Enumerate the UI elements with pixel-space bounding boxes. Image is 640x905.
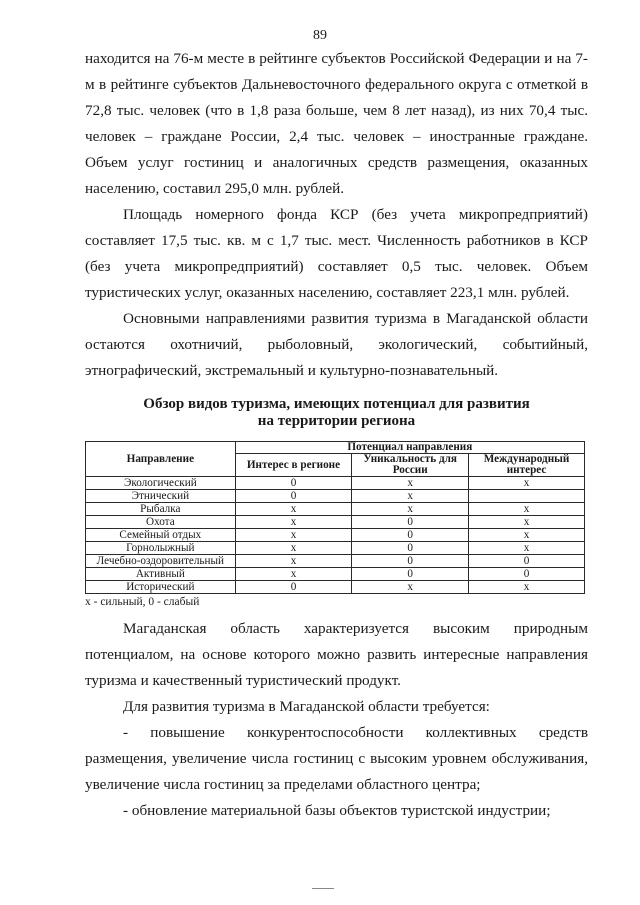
table-row	[86, 516, 585, 529]
row-international: x	[469, 581, 585, 594]
page-content	[85, 46, 588, 824]
table-caption-line-1: Обзор видов туризма, имеющих потенциал для развития	[143, 396, 530, 412]
table-row	[86, 477, 585, 490]
row-uniqueness: 0	[352, 542, 469, 555]
table-row	[86, 529, 585, 542]
row-uniqueness: 0	[352, 516, 469, 529]
row-international: 0	[469, 568, 585, 581]
table-row	[86, 581, 585, 594]
paragraph-requirement-hotels: - повышение конкурентоспособности коллективных средств размещения, увеличение числа гостиниц с высоким уровнем обслуживания, увеличение числа гостиниц за пределами областного центра;	[85, 724, 588, 793]
row-international: x	[469, 477, 585, 490]
row-international: x	[469, 529, 585, 542]
header-interest: Интерес в регионе	[235, 454, 352, 477]
paragraph-requirement-infrastructure: - обновление материальной базы объектов туристской индустрии;	[123, 802, 551, 819]
paragraph-room-fund: Площадь номерного фонда КСР (без учета микропредприятий) составляет 17,5 тыс. кв. м с 1,7 тыс. мест. Численность работников в КСР (без учета микропредприятий) составляет 0,5 тыс. человек. Объем туристических услуг, оказанных населению, составляет 223,1 млн. рублей.	[85, 206, 588, 301]
row-interest: 0	[235, 477, 352, 490]
footer-rule	[312, 888, 334, 889]
paragraph-hotel-rating: находится на 76-м месте в рейтинге субъектов Российской Федерации и на 7-м в рейтинге субъектов Дальневосточного федерального округа с отметкой в 72,8 тыс. человек (что в 1,8 раза больше, чем 8 лет назад), из них 70,4 тыс. человек – граждане России, 2,4 тыс. человек – иностранные граждане. Объем услуг гостиниц и аналогичных средств размещения, оказанных населению, составил 295,0 млн. рублей.	[85, 50, 588, 197]
row-interest: x	[235, 529, 352, 542]
header-uniqueness: Уникальность для России	[352, 454, 469, 477]
paragraph-main-directions: Основными направлениями развития туризма в Магаданской области остаются охотничий, рыболовный, экологический, событийный, этнографический, экстремальный и культурно-познавательный.	[85, 310, 588, 379]
row-direction: Активный	[86, 568, 236, 581]
row-international: x	[469, 542, 585, 555]
row-direction: Рыбалка	[86, 503, 236, 516]
row-international: x	[469, 516, 585, 529]
table-legend: x - сильный, 0 - слабый	[85, 596, 200, 608]
row-direction: Охота	[86, 516, 236, 529]
page-number: 89	[313, 28, 327, 43]
row-interest: 0	[235, 490, 352, 503]
row-interest: x	[235, 516, 352, 529]
table-row	[86, 555, 585, 568]
row-interest: x	[235, 542, 352, 555]
table-row	[86, 568, 585, 581]
row-uniqueness: 0	[352, 568, 469, 581]
row-international: 0	[469, 555, 585, 568]
row-uniqueness: 0	[352, 529, 469, 542]
table-row	[86, 490, 585, 503]
row-uniqueness: x	[352, 581, 469, 594]
table-caption	[85, 396, 588, 430]
row-direction: Исторический	[86, 581, 236, 594]
row-uniqueness: x	[352, 490, 469, 503]
row-direction: Семейный отдых	[86, 529, 236, 542]
row-direction: Этнический	[86, 490, 236, 503]
row-international: x	[469, 503, 585, 516]
row-interest: x	[235, 503, 352, 516]
tourism-overview-table	[85, 441, 585, 594]
row-interest: x	[235, 555, 352, 568]
row-international	[469, 490, 585, 503]
row-uniqueness: 0	[352, 555, 469, 568]
row-interest: x	[235, 568, 352, 581]
row-direction: Экологический	[86, 477, 236, 490]
paragraph-natural-potential: Магаданская область характеризуется высоким природным потенциалом, на основе которого можно развить интересные направления туризма и качественный туристический продукт.	[85, 620, 588, 689]
table-row	[86, 503, 585, 516]
header-direction: Направление	[86, 442, 236, 477]
row-direction: Горнолыжный	[86, 542, 236, 555]
table-row	[86, 542, 585, 555]
table-caption-line-2: на территории региона	[257, 413, 416, 429]
row-uniqueness: x	[352, 503, 469, 516]
row-interest: 0	[235, 581, 352, 594]
row-direction: Лечебно-оздоровительный	[86, 555, 236, 568]
row-uniqueness: x	[352, 477, 469, 490]
header-potential: Потенциал направления	[235, 442, 584, 454]
header-international: Международный интерес	[469, 454, 585, 477]
paragraph-requirements-intro: Для развития туризма в Магаданской области требуется:	[123, 698, 490, 715]
